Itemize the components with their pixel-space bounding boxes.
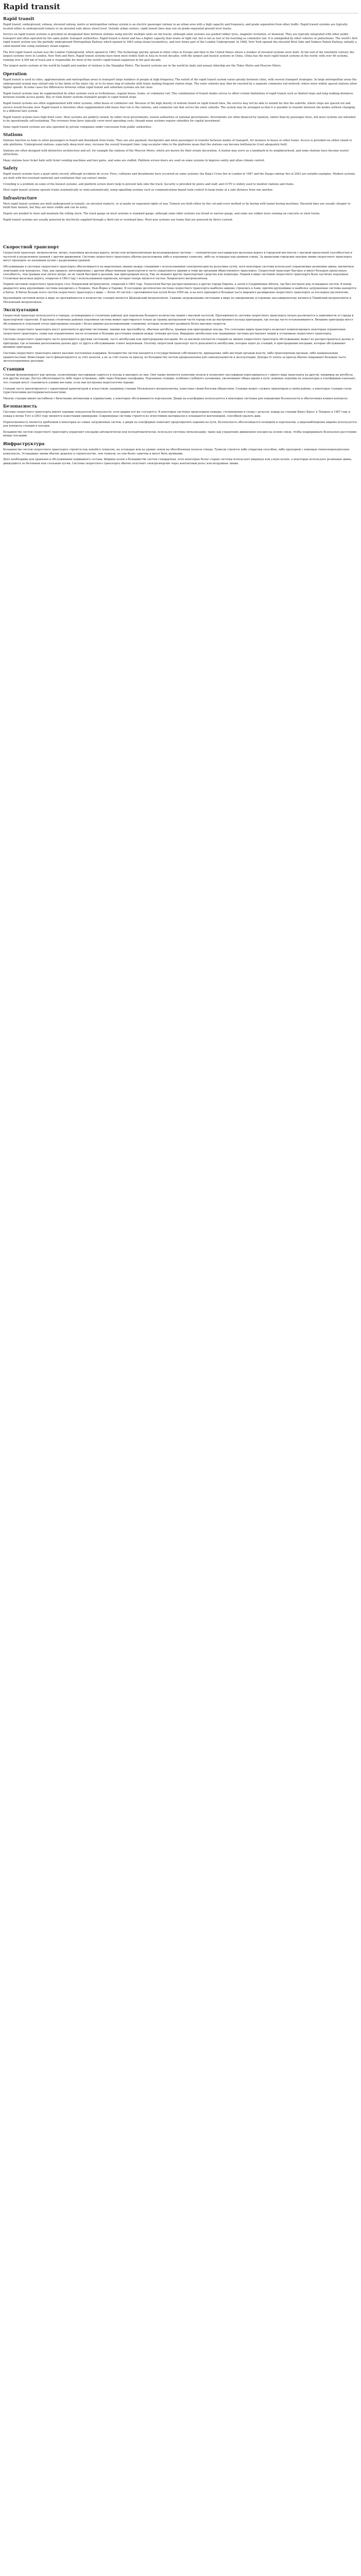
ru-paragraph: Системы скоростного транспорта имеют хорошие показатели безопасности, хотя аварии всё же случаются. В некоторых системах происходили пожары, столкновения и сходы с рельсов; пожар на станции Кингс-Кросс в Лондоне в 1987 году и пожар в метро Тэгу в 2003 году являются известными примерами. Современные системы строятся из огнестойких материалов и оснащаются вентиляцией, способной удалять дым. <box>3 411 351 418</box>
en-paragraph: Rapid transit systems have high fixed costs. Most systems are publicly owned, by either local governments, transit authorities or national governments. Investments are often financed by taxation, rather than by passenger fares, but most systems are intended to be operationally self-sustaining. The revenues from fares typically cover most operating costs, though many systems require subsidies for capital investment. <box>3 115 356 123</box>
ru-paragraph: Скоростной транспорт, метрополитен, метро, подземная железная дорога, метро или метрополитенная железнодорожная система — электрическая пассажирская железная дорога в городской местности с высокой пропускной способностью и частотой и разделением уровней с другим движением. Системы скоростного транспорта обычно расположены либо в подземных туннелях, либо на эстакадах над уровнем улицы. За пределами городских центров линии скоростного транспорта могут проходить по наземным путям с разделением уровней. <box>3 251 352 263</box>
en-paragraph: Rapid transit systems are often supplemented with other systems, often buses or commuter rail. Because of the high density of stations found on rapid transit lines, the service may not be able to extend far into the suburbs, where stops are spaced out and service would become slow. Rapid transit is therefore often supplemented with buses that run to the stations, and commuter rail that serves the outer suburbs. The system may be arranged so that it is possible to transfer between the modes without changing to a different fare system. <box>3 101 355 113</box>
en-paragraph: Rapid transit systems are usually powered by electricity supplied through a third rail or overhead lines. Most new systems use trains that are powered by direct current. <box>3 218 233 222</box>
en-section-heading: Stations <box>3 132 23 138</box>
ru-paragraph: Крупнейшей системой метро в мире по протяжённости и количеству станций является Шанхайский метрополитен. Самыми загруженными системами в мире по ежедневному и годовому пассажиропотоку являются Токийский метрополитен и Московский метрополитен. <box>3 297 351 304</box>
en-paragraph: Stations function as hubs to allow passengers to board and disembark from trains. They are also payment checkpoints and allow passengers to transfer between modes of transport, for instance to buses or other trains. Access is provided via either island or side platforms. Underground stations, especially deep-level ones, increase the overall transport time: long escalator rides to the platforms mean that the stations can become bottlenecks if not adequately built. <box>3 139 352 147</box>
en-paragraph: The first rapid transit system was the London Underground, which opened in 1863. The technology quickly spread to other cities in Europe and then to the United States where a number of elevated systems were built. At the end of the twentieth century, the largest systems were in London, New York and Paris. Rapid transit systems have been most widely built in Asia in recent decades, with the largest and busiest systems in China. China has the most rapid transit systems in the world, with over 40 systems, running over 4,500 km of track and is responsible for most of the world's rapid-transit expansion in the past decade. <box>3 50 354 62</box>
russian-title: Скоростной транспорт <box>3 244 59 250</box>
en-paragraph: Most rapid transit systems are built underground in tunnels, on elevated viaducts, or at grade on separated rights of way. Tunnels are built either by the cut-and-cover method or by boring with tunnel boring machines. Elevated lines are usually cheaper to build than tunnels, but they are more visible and can be noisy. <box>3 202 351 210</box>
article-page <box>0 0 361 471</box>
russian-content <box>3 251 358 466</box>
ru-paragraph: Системы скоростного транспорта часто дополняются другими системами, часто автобусами или пригородными поездами. Из-за высокой плотности станций на линиях скоростного транспорта обслуживание может не распространяться далеко в пригороды, где остановки расположены далеко друг от друга и обслуживание станет медленным. Поэтому скоростной транспорт часто дополняется автобусами, которые ходят до станций, и пригородными поездами, которые обслуживают внешние пригороды. <box>3 338 354 349</box>
en-paragraph: Rapid transit systems may be supplemented by other systems such as trolleybuses, regular buses, trams, or commuter rail. This combination of transit modes serves to offset certain limitations of rapid transit such as limited stops and long walking distances between outside access points. Bus or tram feeder systems transport people to rapid transit stops. <box>3 92 353 99</box>
en-section <box>3 132 358 163</box>
ru-paragraph: Системы скоростного транспорта имеют высокие постоянные издержки. Большинство систем находятся в государственной собственности, принадлежа либо местным органам власти, либо транспортным органам, либо национальным правительствам. Инвестиции часто финансируются за счёт налогов, а не за счёт платы за проезд, но большинство систем предназначены для самоокупаемости в эксплуатации. Доходы от платы за проезд обычно покрывают большую часть эксплуатационных расходов. <box>3 352 347 363</box>
ru-paragraph: Депо необходимы для хранения и обслуживания подвижного состава. Ширина колеи в большинстве систем стандартная, хотя некоторые более старые системы используют широкую или узкую колею, а некоторые используют резиновые шины, движущиеся по бетонным или стальным путям. Системы скоростного транспорта обычно получают электроэнергию через контактный рельс или воздушные линии. <box>3 458 352 465</box>
en-paragraph: Depots are needed to store and maintain the rolling stock. The track gauge on most systems is standard gauge, although some older systems use broad or narrow gauge, and some use rubber tyres running on concrete or steel tracks. <box>3 212 321 215</box>
en-section <box>3 23 358 69</box>
english-content <box>3 23 358 222</box>
en-section <box>3 165 358 192</box>
en-section-heading: Operation <box>3 71 27 76</box>
ru-section-heading: Станции <box>3 366 25 371</box>
en-section <box>3 195 358 222</box>
en-paragraph: Stations are often designed with distinctive architecture and art, for example the stations of the Moscow Metro, which are known for their ornate decoration. A station may serve as a landmark in its neighbourhood, and some stations have become tourist attractions. <box>3 149 349 157</box>
ru-paragraph: Многие станции имеют вестибюли с билетными автоматами и турникетами, а некоторые обслуживаются персоналом. Двери на платформах используются в некоторых системах для повышения безопасности и обеспечения климат-контроля. <box>3 397 348 400</box>
ru-paragraph: Большинство систем скоростного транспорта управляют поездами автоматически или полуавтоматически, используя системы сигнализации, такие как управление движением поездов на основе связи, чтобы поддерживать безопасное расстояние между поездами. <box>3 430 357 438</box>
ru-section-heading: Инфраструктура <box>3 440 45 446</box>
article-subtitle: Rapid transit <box>3 16 35 21</box>
en-paragraph: The largest metro systems in the world by length and number of stations is the Shanghai Metro. The busiest systems are in the world by daily and annual ridership are the Tokyo Metro and Moscow Metro. <box>3 64 282 68</box>
page-title: Rapid transit <box>3 2 358 13</box>
en-paragraph: Rapid transit is used in cities, agglomerations and metropolitan areas to transport large numbers of people at high frequency. The extent of the rapid transit system varies greatly between cities, with several transport strategies. In large metropolitan areas the underground system may extend only to the limits of the inner city, or to its inner ring of suburbs with trains making frequent station stops. The outer suburbs may then be reached by a separate commuter rail network, where more widely spaced stations allow higher speeds. In some cases the differences between urban rapid transit and suburban systems are not clear. <box>3 78 357 90</box>
en-section-heading: Safety <box>3 165 18 171</box>
ru-section <box>3 307 358 364</box>
ru-section <box>3 251 358 304</box>
ru-section-heading: Эксплуатация <box>3 307 39 313</box>
ru-paragraph: Станции функционируют как центры, позволяющие пассажирам садиться в поезда и выходить из них. Они также являются пунктами оплаты и позволяют пассажирам пересаживаться с одного вида транспорта на другой, например на автобусы или другие поезда. Доступ обеспечивается либо через островные, либо через боковые платформы. Подземные станции, особенно глубокого заложения, увеличивают общее время в пути: длинные подъёмы на эскалаторах к платформам означают, что станции могут становиться узкими местами, если они построены недостаточно хорошо. <box>3 373 356 385</box>
ru-paragraph: Переполненность является проблемой в некоторых из самых загруженных систем, а двери на платформах помогают предотвратить падения на пути. Безопасность обеспечивается полицией и персоналом, а видеонаблюдение широко используется для контроля станций и поездов. <box>3 420 357 428</box>
ru-section <box>3 366 358 401</box>
en-paragraph: Rapid transit, underground, subway, elevated railway, metro or metropolitan railway system is an electric passenger railway in an urban area with a high capacity and frequency, and grade separation from other traffic. Rapid transit systems are typically located either in underground tunnels or on elevated rails above street level. Outside urban centers, rapid transit lines may run on grade-separated ground level tracks. <box>3 23 348 30</box>
en-paragraph: Many stations have ticket halls with ticket vending machines and fare gates, and some are staffed. Platform screen doors are used on some systems to improve safety and allow climate control. <box>3 159 265 162</box>
ru-paragraph: Системы скоростного транспорта могут дополняться другими системами, такими как троллейбусы, обычные автобусы, трамваи или пригородные поезда. Это сочетание видов транспорта позволяет компенсировать некоторые ограничения скоростного транспорта, такие как ограниченное число остановок и большие расстояния пешком между точками доступа. Фидерные автобусные или трамвайные системы доставляют людей к остановкам скоростного транспорта. <box>3 328 346 335</box>
ru-paragraph: Обслуживание в системах скоростного транспорта обеспечивается на выделенных линиях между станциями с использованием электропоездов на рельсовых путях, хотя некоторые системы используют управляемые резиновые шины, магнитную левитацию или монорельс. Они, как правило, интегрированы с другим общественным транспортом и часто управляются одними и теми же органами общественного транспорта. Скоростной транспорт быстрее и имеет большую пропускную способность, чем трамваи или лёгкое метро, но не такой быстрый и дальний, как пригородный поезд. Ему не мешают другие транспортные средства или пешеходы. Первой в мире системой скоростного транспорта была частично подземная Столичная железная дорога, открытая в 1863 году с использованием паровозов, которая теперь является частью Лондонского метрополитена. <box>3 265 354 280</box>
en-paragraph: Rapid transit systems have a good safety record, although accidents do occur. Fires, collisions and derailments have occurred on some systems; the King's Cross fire in London in 1987 and the Daegu subway fire in 2003 are notable examples. Modern systems are built with fire-resistant materials and ventilation that can extract smoke. <box>3 173 355 180</box>
ru-section <box>3 441 358 466</box>
language-gap <box>3 224 358 242</box>
en-section-heading: Infrastructure <box>3 195 37 200</box>
en-paragraph: Most rapid transit systems operate trains automatically or semi-automatically, using signalling systems such as communications-based train control to keep trains at a safe distance from one another. <box>3 189 273 192</box>
en-section <box>3 71 358 130</box>
en-paragraph: Service on rapid transit systems is provided on designated lines between stations using electric multiple units on rail tracks, although some systems use guided rubber tyres, magnetic levitation, or monorail. They are typically integrated with other public transport and often operated by the same public transport authorities. Rapid transit is faster and has a higher capacity than trams or light rail, but is not as fast or far-reaching as commuter rail. It is unimpeded by other vehicles or pedestrians. The world's first rapid transit system was the partially underground Metropolitan Railway which opened in 1863 using steam locomotives, and now forms part of the London Underground. In 1868, New York opened the elevated West Side and Yonkers Patent Railway, initially a cable-hauled line using stationary steam engines. <box>3 33 358 48</box>
en-paragraph: Some rapid transit systems are also operated by private companies under concession from public authorities. <box>3 125 152 129</box>
ru-section <box>3 403 358 438</box>
en-paragraph: Crowding is a problem on some of the busiest systems, and platform screen doors help to prevent falls onto the track. Security is provided by police and staff, and CCTV is widely used to monitor stations and trains. <box>3 182 295 186</box>
ru-paragraph: Скоростной транспорт используется в городах, агломерациях и столичных районах для перевозки большого количества людей с высокой частотой. Протяжённость системы скоростного транспорта сильно различается в зависимости от города и транспортной стратегии. В крупных столичных районах подземная система может простираться только до границ центральной части города или до внутреннего кольца пригородов, где поезда часто останавливаются. Внешние пригороды могут обслуживаться отдельной сетью пригородных поездов с более широко расположенными станциями, которые позволяют развивать более высокие скорости. <box>3 314 354 326</box>
ru-paragraph: Станции часто проектируются с характерной архитектурой и искусством, например станции Московского метрополитена, известные своим богатым убранством. Станция может служить ориентиром в своём районе, а некоторые станции стали туристическими достопримечательностями. <box>3 387 352 395</box>
ru-section-heading: Безопасность <box>3 403 38 409</box>
ru-paragraph: Большинство систем скоростного транспорта строятся под землёй в туннелях, на эстакадах или на уровне земли на обособленных полосах отвода. Туннели строятся либо открытым способом, либо проходкой с помощью тоннелепроходческих комплексов. Эстакадные линии обычно дешевле в строительстве, чем туннели, но они более заметны и могут быть шумными. <box>3 448 350 455</box>
ru-paragraph: Первой системой скоростного транспорта стал Лондонский метрополитен, открытый в 1863 году. Технология быстро распространилась в другие города Европы, а затем в Соединённые Штаты, где был построен ряд эстакадных систем. В конце двадцатого века крупнейшие системы находились в Лондоне, Нью-Йорке и Париже. В последние десятилетия системы скоростного транспорта наиболее широко строились в Азии, причём крупнейшие и наиболее загруженные системы находятся в Китае. В Китае больше всего систем скоростного транспорта в мире — более 40 систем с протяжённостью путей более 4500 км, и на него приходится большая часть мирового расширения скоростного транспорта за последнее десятилетие. <box>3 283 356 294</box>
